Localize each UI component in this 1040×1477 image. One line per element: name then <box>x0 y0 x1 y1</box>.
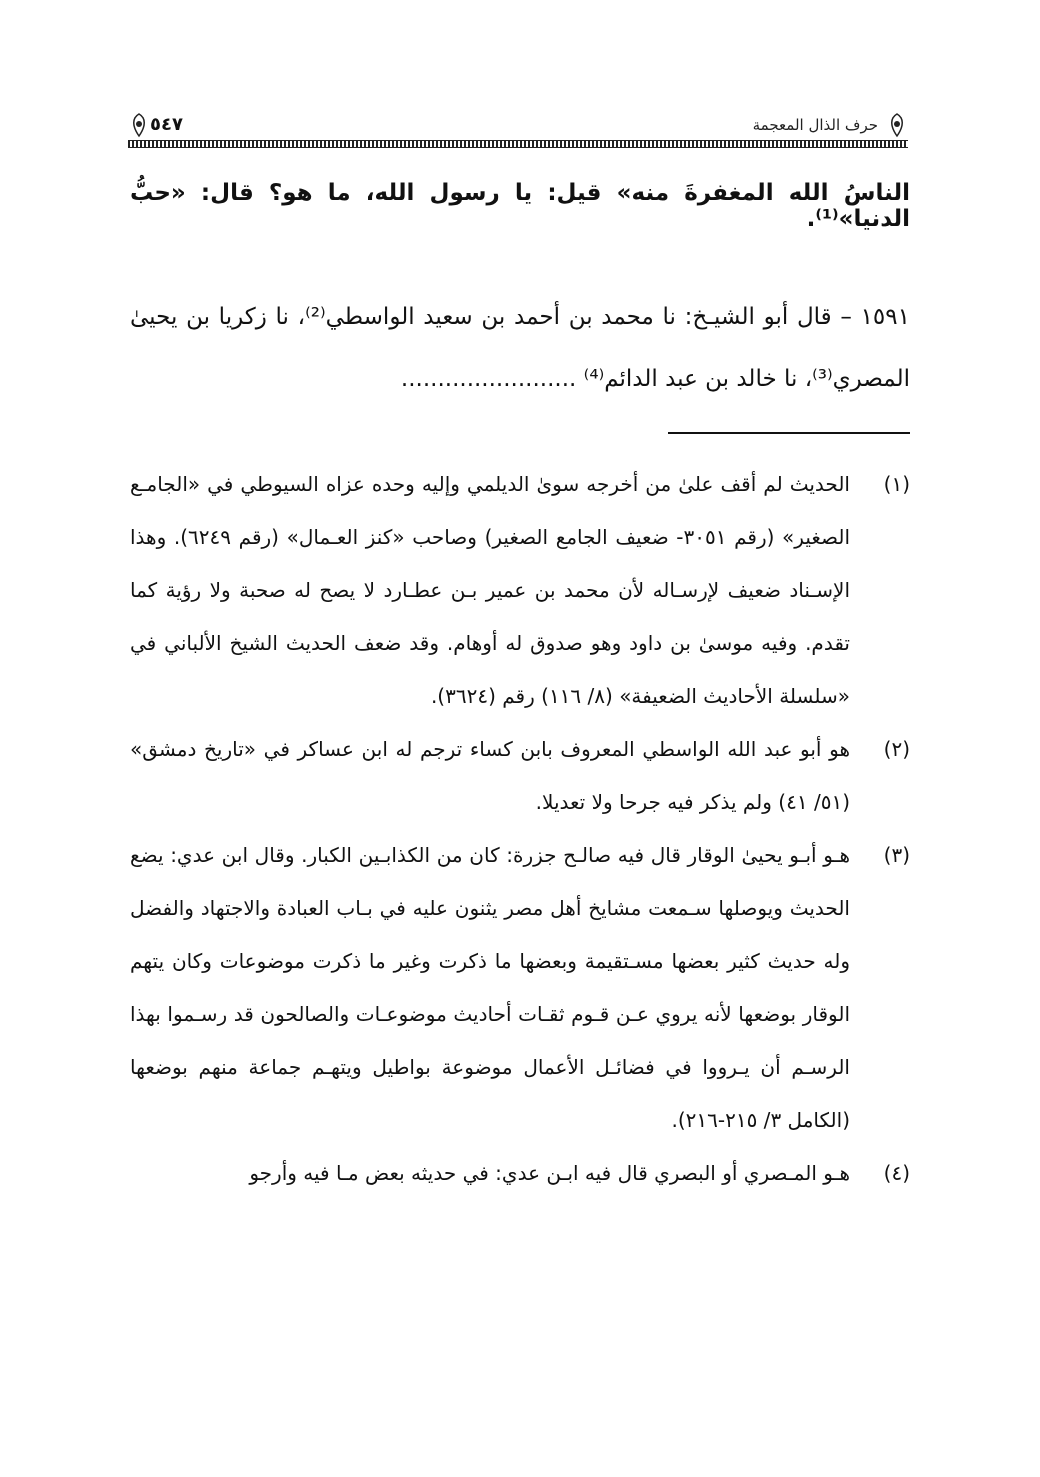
page-header <box>128 110 908 148</box>
footnote <box>130 723 910 829</box>
footnote-text: هـو المـصري أو البصري قال فيه ابـن عدي: في حديثه بعض مـا فيه وأرجو <box>249 1161 850 1185</box>
footnote-text: الحديث لم أقف علىٰ من أخرجه سوىٰ الديلمي وإليه وحده عزاه السيوطي في «الجامـع الصغير» (رقم ٣٠٥١- ضعيف الجامع الصغير) وصاحب «كنز العـمال» (رقم ٦٢٤٩). وهذا الإسـناد ضعيف لإرسـاله لأن محمد بن عمير بـن عطـارد لا يصح له صحبة ولا رؤية كما تقدم. وفيه موسىٰ بن داود وهو صدوق له أوهام. وقد ضعف الحديث الشيخ الألباني في «سلسلة الأحاديث الضعيفة» (٨/ ١١٦) رقم (٣٦٢٤). <box>130 472 851 708</box>
footnote-number: (٤) <box>883 1161 910 1185</box>
footnote-separator <box>668 432 910 434</box>
ornament-icon <box>128 112 150 138</box>
footnote <box>130 1147 910 1200</box>
footnote-number: (٢) <box>883 737 910 761</box>
page-number: ٥٤٧ <box>150 114 183 135</box>
header-border <box>128 140 908 148</box>
hadith-paragraph <box>130 286 910 410</box>
hadith-text: ١٥٩١ – قال أبو الشيـخ: نا محمد بن أحمد بن سعيد الواسطي⁽²⁾، نا زكريا بن يحيىٰ المصري⁽³⁾، نا خالد بن عبد الدائم⁽⁴⁾ <box>130 304 910 392</box>
footnote-number: (١) <box>883 472 910 496</box>
chapter-title: حرف الذال المعجمة <box>752 116 878 134</box>
ellipsis-dots: ........................ <box>400 366 577 392</box>
footnote <box>130 458 910 723</box>
footnote-text: هو أبو عبد الله الواسطي المعروف بابن كساء ترجم له ابن عساكر في «تاريخ دمشق» (٥١/ ٤١) ولم يذكر فيه جرحا ولا تعديلا. <box>130 737 850 814</box>
text-line-1: الناسُ الله المغفرةَ منه» قيل: يا رسول الله، ما هو؟ قال: «حبُّ الدنيا»⁽¹⁾. <box>130 180 910 232</box>
footnotes <box>130 458 910 1200</box>
footnote-number: (٣) <box>883 843 910 867</box>
ornament-icon <box>886 112 908 138</box>
footnote <box>130 829 910 1147</box>
footnote-text: هـو أبـو يحيىٰ الوقار قال فيه صالـح جزرة: كان من الكذابـين الكبار. وقال ابن عدي: يضع الحديث ويوصلها سـمعت مشايخ أهل مصر يثنون عليه في بـاب العبادة والاجتهاد والفضل وله حديث كثير بعضها مسـتقيمة وبعضها ما ذكرت وغير ما ذكرت موضوعات وكان يتهم الوقار بوضعها لأنه يروي عـن قـوم ثقـات أحاديث موضوعـات والصالحون قد رسـموا بهذا الرسـم أن يـرووا في فضائـل الأعمال موضوعة بواطيل ويتهـم جماعة منهم بوضعها (الكامل ٣/ ٢١٥-٢١٦). <box>130 843 850 1132</box>
